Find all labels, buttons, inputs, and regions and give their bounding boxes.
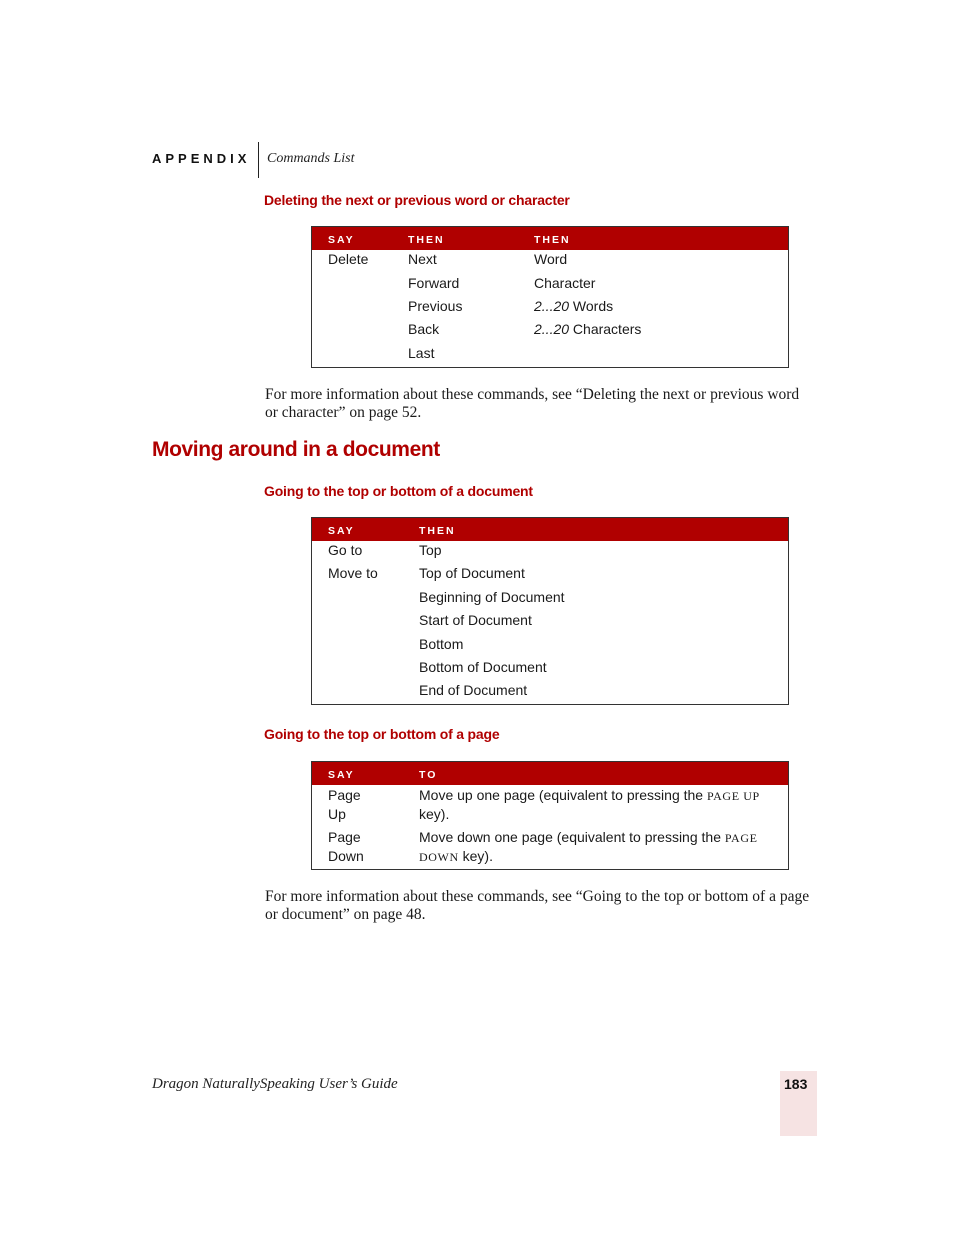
book-title: Dragon NaturallySpeaking User’s Guide <box>152 1076 398 1092</box>
page-subheading: Going to the top or bottom of a page <box>264 726 500 742</box>
page-reference-note: For more information about these commands, see “Going to the top or bottom of a page or document” on page 48. <box>265 888 810 923</box>
object-text: Words <box>569 298 614 314</box>
say-cell: Delete <box>328 251 369 267</box>
delete-reference-note: For more information about these commands, see “Deleting the next or previous word or character” on page 52. <box>265 386 800 421</box>
header-say: SAY <box>328 525 355 537</box>
to-text: key). <box>458 848 493 864</box>
page-commands-table <box>311 761 789 870</box>
section-label: APPENDIX <box>152 151 251 166</box>
key-name: DOWN <box>419 850 459 864</box>
object-cell <box>534 320 641 339</box>
page-number: 183 <box>784 1076 808 1092</box>
then-cell: End of Document <box>419 682 528 698</box>
to-cell <box>419 847 493 867</box>
say-cell: Page <box>328 829 361 845</box>
key-name: PAGE <box>724 831 758 845</box>
object-text: Word <box>534 251 568 267</box>
document-subheading: Going to the top or bottom of a document <box>264 483 533 499</box>
to-cell <box>419 786 760 806</box>
then-cell: Start of Document <box>419 612 532 628</box>
then-cell: Next <box>408 251 437 267</box>
delete-commands-table <box>311 226 789 368</box>
table-header <box>312 762 788 785</box>
then-cell: Bottom <box>419 636 464 652</box>
object-text: Characters <box>569 321 642 337</box>
header-divider <box>258 142 259 178</box>
then-cell: Forward <box>408 275 460 291</box>
then-cell: Last <box>408 345 435 361</box>
then-cell: Top <box>419 542 442 558</box>
header-say: SAY <box>328 234 355 246</box>
then-cell: Bottom of Document <box>419 659 547 675</box>
to-cell <box>419 828 758 848</box>
to-cell <box>419 805 449 825</box>
key-name: PAGE UP <box>706 789 760 803</box>
document-commands-table <box>311 517 789 705</box>
say-cell: Up <box>328 806 346 822</box>
say-cell: Down <box>328 848 364 864</box>
delete-subheading: Deleting the next or previous word or character <box>264 192 570 208</box>
running-title: Commands List <box>267 151 355 166</box>
section-heading: Moving around in a document <box>152 438 440 461</box>
header-then: THEN <box>534 234 571 246</box>
table-header <box>312 227 788 250</box>
object-range: 2...20 <box>534 321 570 337</box>
then-cell: Back <box>408 321 440 337</box>
to-text: Move down one page (equivalent to pressing the <box>419 829 725 845</box>
object-range: 2...20 <box>534 298 570 314</box>
then-cell: Top of Document <box>419 565 525 581</box>
object-cell <box>534 250 567 269</box>
object-cell <box>534 274 595 293</box>
to-text: key). <box>419 806 450 822</box>
say-cell: Go to <box>328 542 363 558</box>
header-then: THEN <box>419 525 456 537</box>
header-say: SAY <box>328 769 355 781</box>
table-header <box>312 518 788 541</box>
object-cell <box>534 297 613 316</box>
header-to: TO <box>419 769 438 781</box>
say-cell: Page <box>328 787 361 803</box>
object-text: Character <box>534 275 596 291</box>
say-cell: Move to <box>328 565 378 581</box>
then-cell: Beginning of Document <box>419 589 565 605</box>
header-then: THEN <box>408 234 445 246</box>
then-cell: Previous <box>408 298 463 314</box>
to-text: Move up one page (equivalent to pressing the <box>419 787 707 803</box>
